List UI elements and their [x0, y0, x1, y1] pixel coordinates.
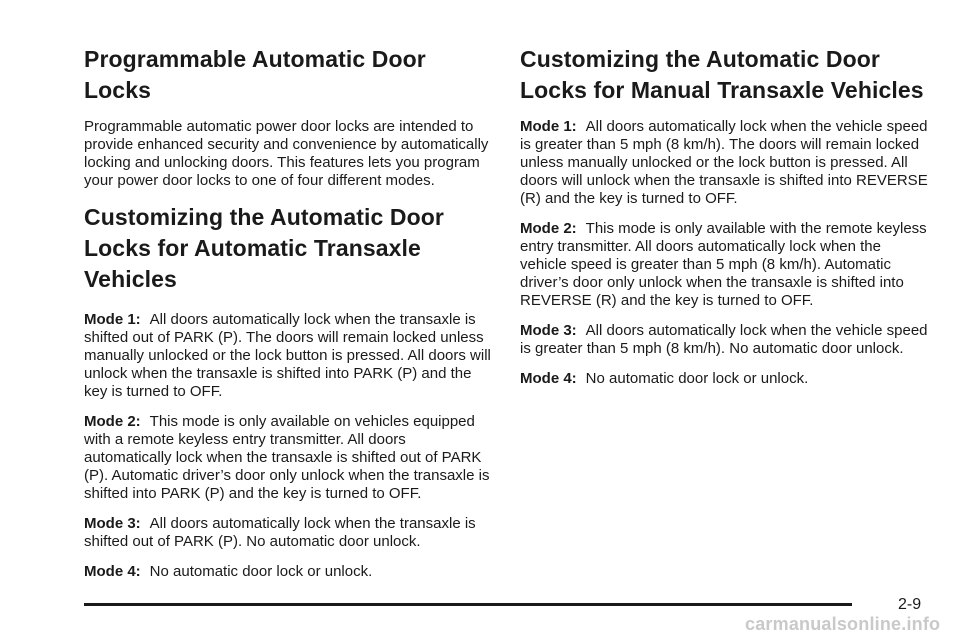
mode-paragraph	[84, 413, 494, 503]
page-number: 2-9	[898, 596, 922, 613]
mode-label: Mode 2:	[84, 413, 141, 430]
mode-text: This mode is only available on vehicles equipped with a remote keyless entry transmitter. All doors automatically lock when the transaxle is shifted out of PARK (P). Automatic driver’s door only unlock when the transaxle is shifted into PARK (P) and the key is turned to OFF.	[84, 413, 490, 502]
mode-label: Mode 4:	[84, 563, 141, 580]
mode-text: All doors automatically lock when the vehicle speed is greater than 5 mph (8 km/h). The doors will remain locked unless manually unlocked or the lock button is pressed. All doors will unlock when the transaxle is shifted into REVERSE (R) and the key is turned to OFF.	[520, 118, 928, 207]
mode-label: Mode 2:	[520, 220, 577, 237]
left-column	[84, 44, 494, 593]
mode-label: Mode 4:	[520, 370, 577, 387]
mode-label: Mode 1:	[520, 118, 577, 135]
mode-text: All doors automatically lock when the transaxle is shifted out of PARK (P). No automatic door unlock.	[84, 515, 476, 550]
mode-text: This mode is only available with the remote keyless entry transmitter. All doors automatically lock when the vehicle speed is greater than 5 mph (8 km/h). Automatic driver’s door only unlock when the transaxle is shifted into REVERSE (R) and the key is turned to OFF.	[520, 220, 927, 309]
mode-paragraph	[520, 220, 930, 310]
section-heading-programmable-locks: Programmable Automatic Door Locks	[84, 46, 426, 103]
mode-paragraph	[520, 322, 930, 358]
mode-paragraph	[84, 515, 494, 551]
section-heading-automatic-transaxle: Customizing the Automatic Door Locks for Automatic Transaxle Vehicles	[84, 204, 444, 292]
mode-label: Mode 3:	[84, 515, 141, 532]
mode-text: No automatic door lock or unlock.	[149, 563, 373, 580]
mode-paragraph	[520, 118, 930, 208]
mode-paragraph	[84, 563, 494, 581]
mode-text: All doors automatically lock when the vehicle speed is greater than 5 mph (8 km/h). No automatic door unlock.	[520, 322, 928, 357]
right-column	[520, 44, 930, 400]
mode-label: Mode 1:	[84, 311, 141, 328]
mode-paragraph	[520, 370, 930, 388]
mode-text: All doors automatically lock when the transaxle is shifted out of PARK (P). The doors will remain locked unless manually unlocked or the lock button is pressed. All doors will unlock when the transaxle is shifted into PARK (P) and the key is turned to OFF.	[84, 311, 491, 400]
footer-divider	[84, 603, 852, 606]
section-heading-manual-transaxle: Customizing the Automatic Door Locks for Manual Transaxle Vehicles	[520, 46, 924, 103]
mode-paragraph	[84, 311, 494, 401]
mode-label: Mode 3:	[520, 322, 577, 339]
watermark: carmanualsonline.info	[745, 614, 941, 634]
mode-text: No automatic door lock or unlock.	[585, 370, 809, 387]
intro-paragraph: Programmable automatic power door locks are intended to provide enhanced security and convenience by automatically locking and unlocking doors. This features lets you program your power door locks to one of four different modes.	[84, 118, 489, 189]
